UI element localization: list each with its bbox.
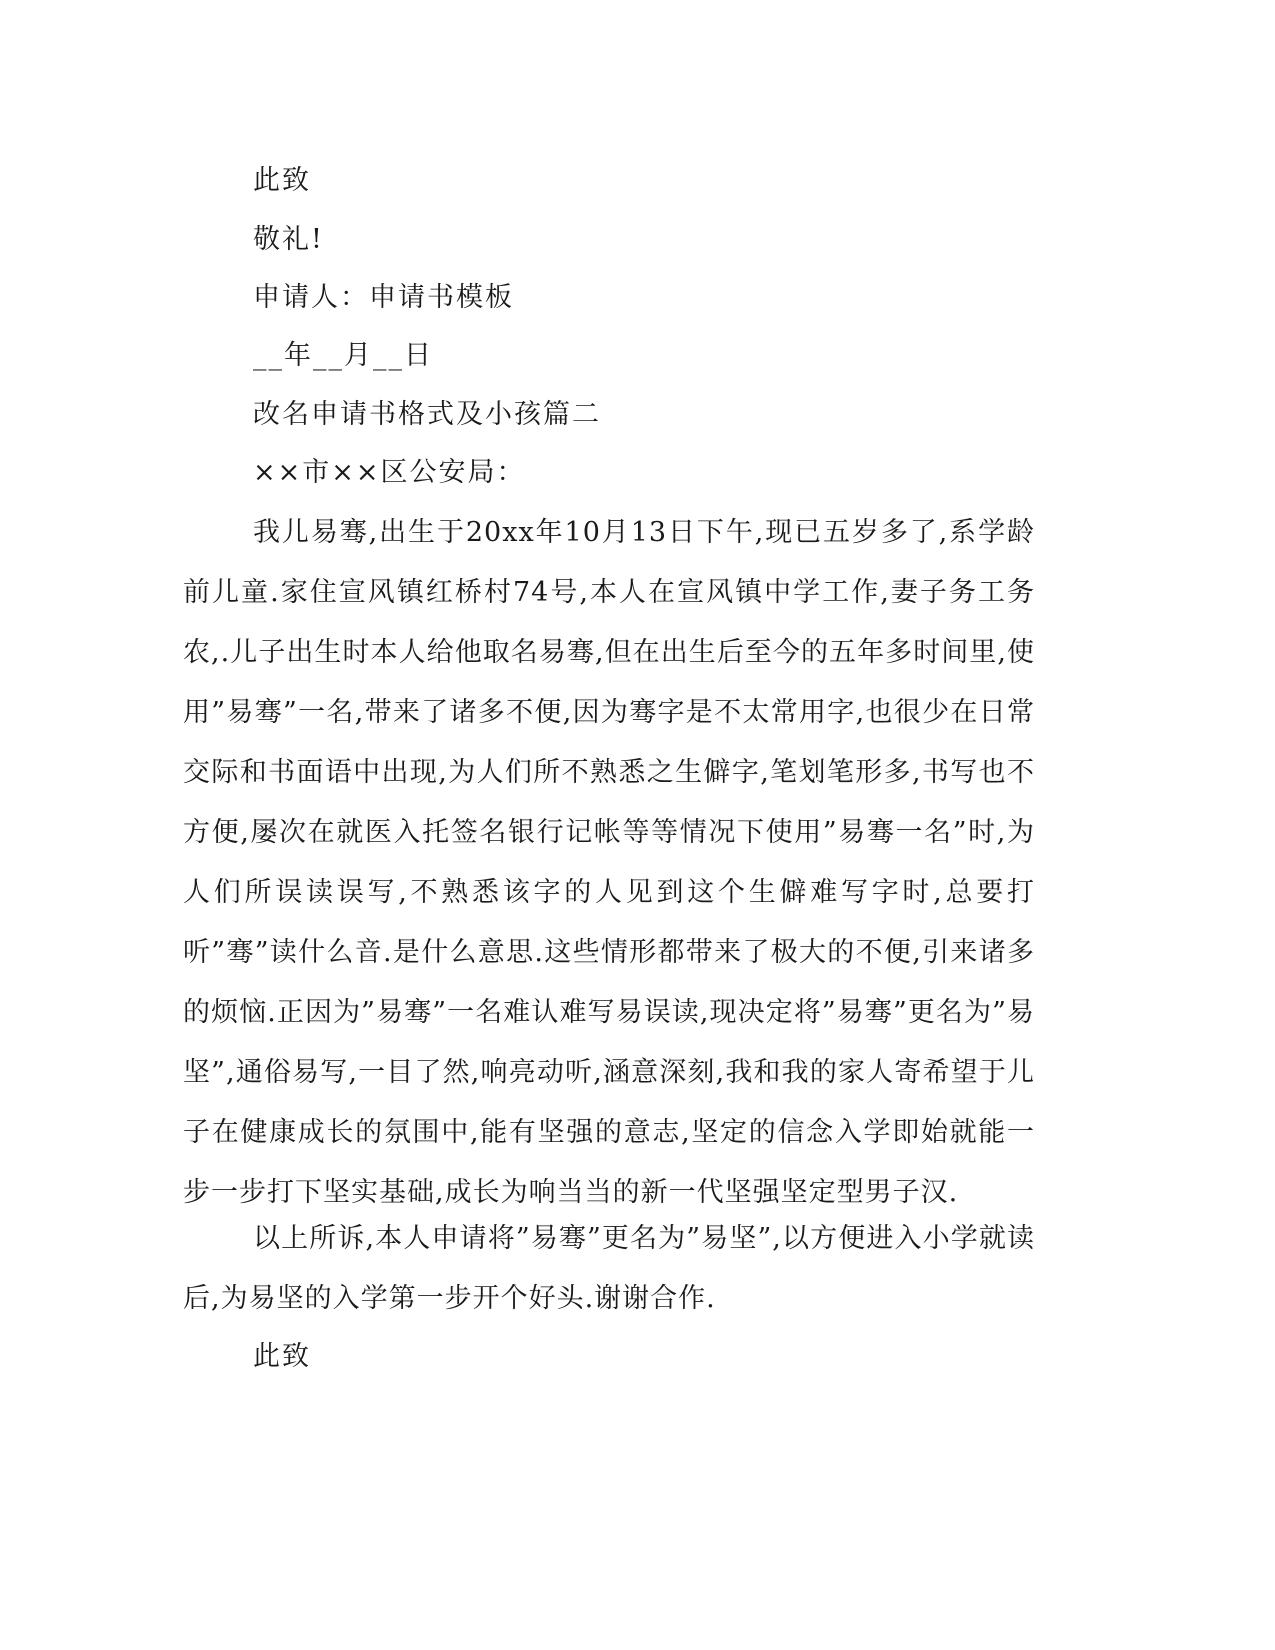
applicant-line: 申请人：申请书模板	[253, 282, 514, 313]
closing-text-bottom: 此致	[253, 1341, 311, 1372]
recipient-line: ××市××区公安局：	[253, 457, 526, 488]
closing-text: 此致	[253, 165, 311, 196]
section-title: 改名申请书格式及小孩篇二	[253, 399, 601, 430]
date-line: __年__月__日	[253, 340, 433, 371]
request-paragraph: 以上所诉,本人申请将”易骞”更名为”易坚”,以方便进入小学就读后,为易坚的入学第一步开个好头.谢谢合作.	[183, 1223, 1035, 1314]
body-paragraph: 我儿易骞,出生于20xx年10月13日下午,现已五岁多了,系学龄前儿童.家住宣风镇红桥村74号,本人在宣风镇中学工作,妻子务工务农,.儿子出生时本人给他取名易骞,但在出生后至今的五年多时间里,使用”易骞”一名,带来了诸多不便,因为骞字是不太常用字,也很少在日常交际和书面语中出现,为人们所不熟悉之生僻字,笔划笔形多,书写也不方便,屡次在就医入托签名银行记帐等等情况下使用”易骞一名”时,为人们所误读误写,不熟悉该字的人见到这个生僻难写字时,总要打听”骞”读什么音.是什么意思.这些情形都带来了极大的不便,引来诸多的烦恼.正因为”易骞”一名难认难写易误读,现决定将”易骞”更名为”易坚”,通俗易写,一目了然,响亮动听,涵意深刻,我和我的家人寄希望于儿子在健康成长的氛围中,能有坚强的意志,坚定的信念入学即始就能一步一步打下坚实基础,成长为响当当的新一代坚强坚定型男子汉.	[183, 517, 1035, 1208]
salute-text: 敬礼!	[253, 224, 324, 255]
